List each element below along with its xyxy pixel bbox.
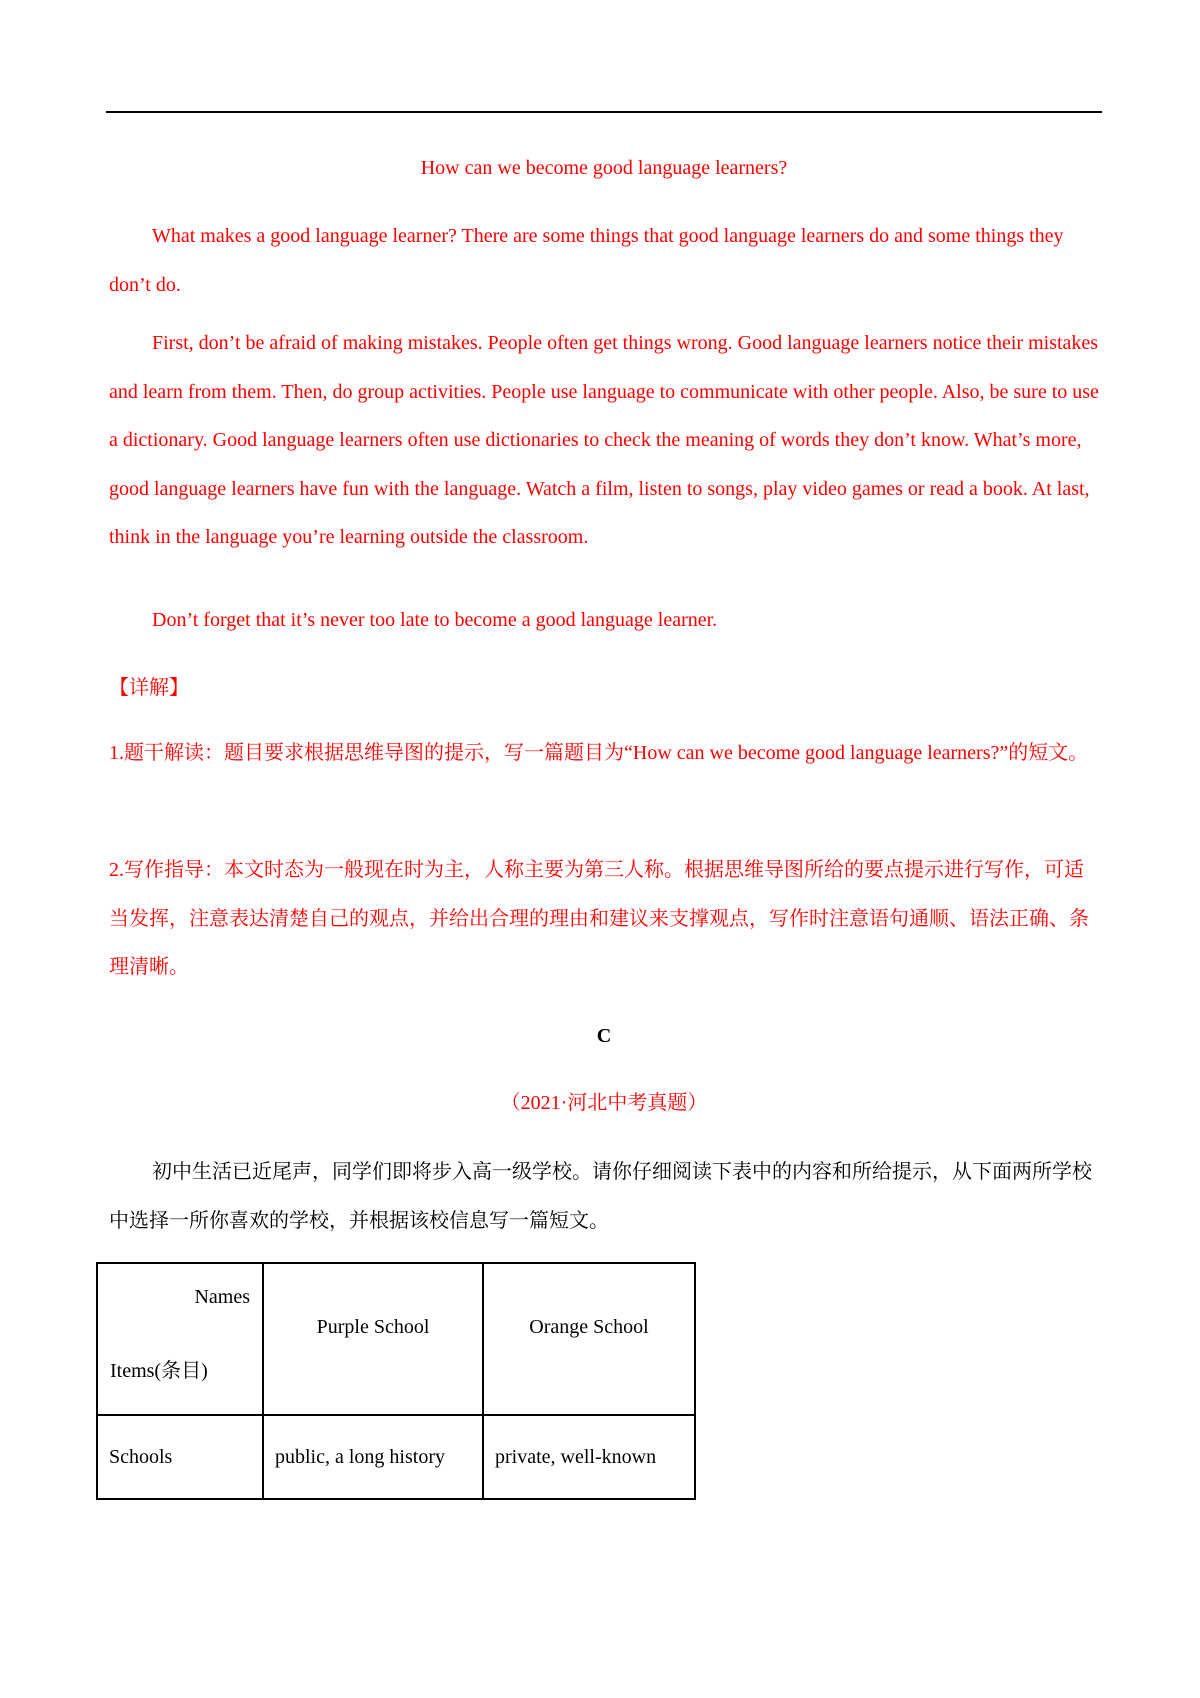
corner-names-label: Names xyxy=(194,1286,250,1308)
cell-orange-schools: private, well-known xyxy=(483,1415,695,1499)
row-item-schools: Schools xyxy=(97,1415,263,1499)
analysis-point-1: 1.题干解读：题目要求根据思维导图的提示，写一篇题目为“How can we become good language learners?”的短文。 xyxy=(109,742,1089,764)
table-header-row xyxy=(97,1263,695,1415)
section-letter: C xyxy=(596,1025,612,1047)
analysis-point-2: 2.写作指导：本文时态为一般现在时为主，人称主要为第三人称。根据思维导图所给的要点提示进行写作，可适当发挥，注意表达清楚自己的观点，并给出合理的理由和建议来支撑观点，写作时注意语句通顺、语法正确、条理清晰。 xyxy=(109,859,1089,978)
essay-paragraph-2: First, don’t be afraid of making mistakes. People often get things wrong. Good language learners notice their mistakes and learn from them. Then, do group activities. People use language to communicate with other people. Also, be sure to use a dictionary. Good language learners often use dictionaries to check the meaning of words they don’t know. What’s more, good language learners have fun with the language. Watch a film, listen to songs, play video games or read a book. At last, think in the language you’re learning outside the classroom. xyxy=(109,332,1099,548)
exam-source: （2021·河北中考真题） xyxy=(500,1092,708,1114)
school-info-table xyxy=(96,1262,696,1500)
essay-paragraph-3: Don’t forget that it’s never too late to become a good language learner. xyxy=(152,609,718,631)
header-rule xyxy=(106,111,1102,113)
essay-paragraph-1: What makes a good language learner? There are some things that good language learners do and some things they don’t do. xyxy=(109,225,1064,296)
cell-purple-schools: public, a long history xyxy=(263,1415,483,1499)
corner-items-label: Items(条目) xyxy=(110,1360,208,1382)
essay-title: How can we become good language learners? xyxy=(420,157,788,179)
task-instructions: 初中生活已近尾声，同学们即将步入高一级学校。请你仔细阅读下表中的内容和所给提示，从下面两所学校中选择一所你喜欢的学校，并根据该校信息写一篇短文。 xyxy=(109,1161,1092,1232)
table-corner-cell xyxy=(97,1263,263,1415)
column-header-orange-school: Orange School xyxy=(483,1263,695,1415)
analysis-label: 【详解】 xyxy=(109,677,189,699)
table-row xyxy=(97,1415,695,1499)
column-header-purple-school: Purple School xyxy=(263,1263,483,1415)
